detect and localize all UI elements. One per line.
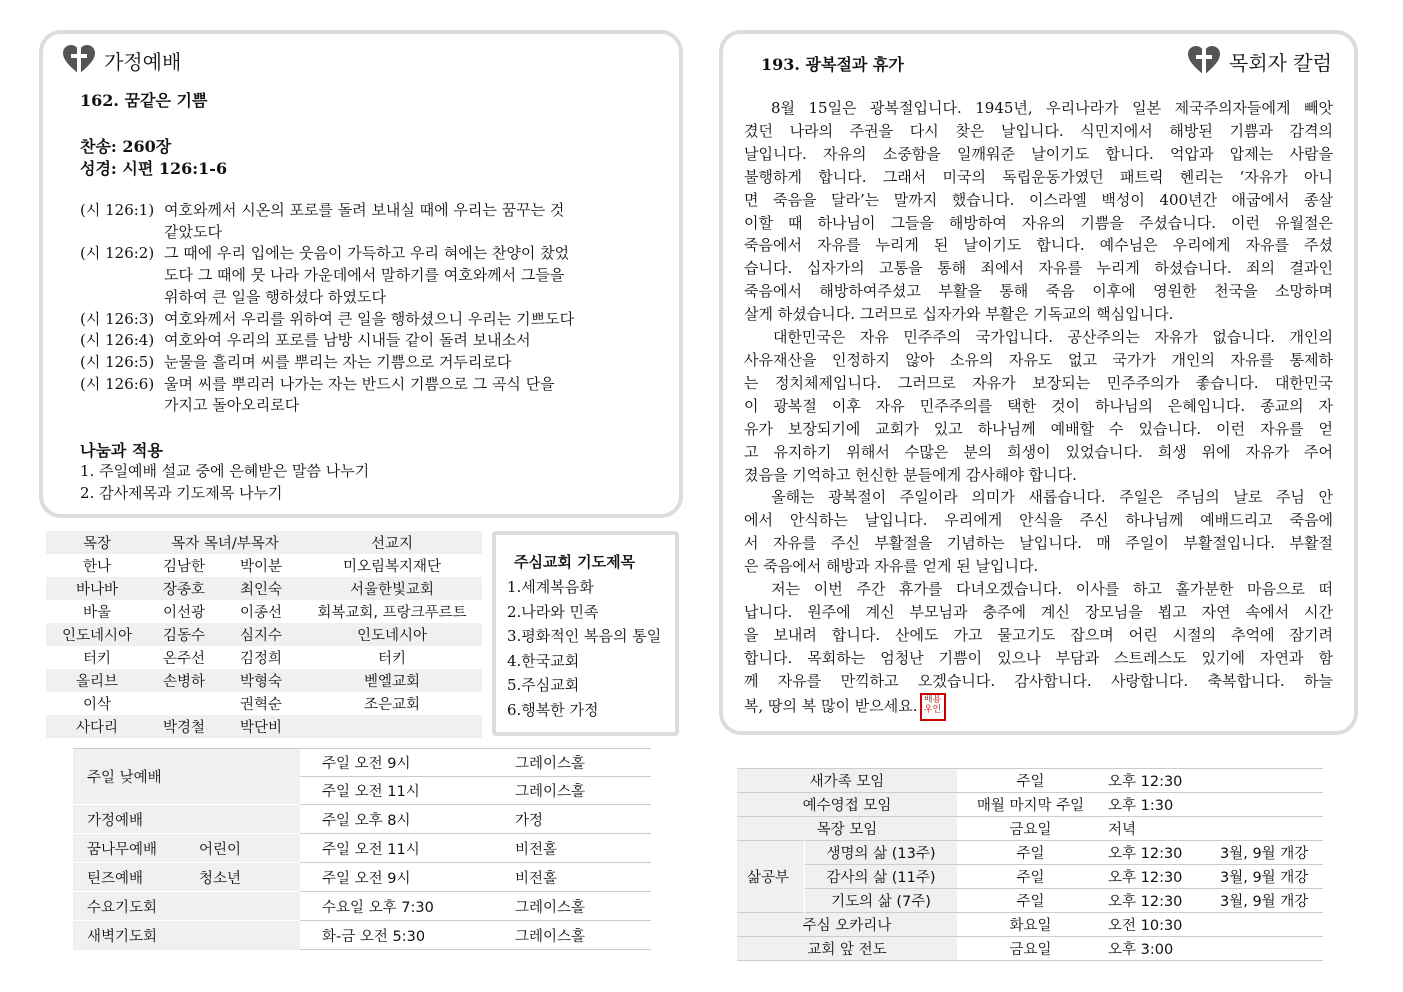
column-line: 습니다. 십자가의 고통을 통해 죄에서 자유를 누리게 하셨습니다. 죄의 결과인	[744, 259, 1333, 278]
sharing-title: 나눔과 적용	[80, 441, 163, 460]
groups-cell: 온주선	[162, 651, 206, 667]
meetings-table	[737, 768, 1323, 961]
groups-row	[46, 577, 482, 600]
column-line: 저는 이번 주간 휴가를 다녀오겠습니다. 이사를 하고 홀가분한 마음으로 떠	[744, 580, 1333, 599]
prayer-title: 주심교회 기도제목	[514, 553, 636, 571]
meeting-cell: 목장 모임	[737, 817, 957, 841]
verse-item: (시 126:4) 여호와여 우리의 포로를 남방 시내들 같이 돌려 보내소서	[80, 331, 531, 350]
groups-cell: 벧엘교회	[363, 674, 421, 690]
hymn-line: 찬송: 260장	[80, 137, 172, 156]
verse-item: (시 126:2) 그 때에 우리 입에는 웃음이 가득하고 우리 혀에는 찬양이 찼었 도다 그 때에 뭇 나라 가운데에서 말하기를 여호와께서 그들을 위하여 큰 일을 행하셨다 하였도다	[80, 244, 570, 306]
groups-row	[46, 554, 482, 577]
groups-header-cell: 선교지	[370, 536, 414, 552]
worship-time: 화-금 오전 5:30	[300, 921, 493, 950]
prayer-item: 3.평화적인 복음의 통일	[507, 627, 662, 645]
groups-row	[46, 600, 482, 623]
groups-cell: 박경철	[162, 720, 206, 736]
meeting-cell: 주심 오카리나	[737, 913, 957, 937]
groups-cell	[148, 692, 220, 715]
groups-cell: 권혁순	[239, 697, 283, 713]
meeting-cell: 오전 10:30	[1108, 918, 1183, 934]
worship-time: 주일 오후 8시	[300, 805, 493, 834]
groups-row	[46, 623, 482, 646]
groups-cell: 미오림복지재단	[342, 559, 442, 575]
column-line: 서 자유를 주신 부활절을 기념하는 날입니다. 매 주일이 부활절입니다. 부활절	[744, 534, 1333, 553]
meeting-row	[737, 793, 1323, 817]
meeting-cell: 오후 12:30	[1108, 846, 1183, 862]
meeting-cell: 매월 마지막 주일	[976, 798, 1085, 814]
column-line: 을 보내려 합니다. 산에도 가고 물고기도 잡으며 어린 시절의 추억에 잠기려	[744, 625, 1333, 644]
meeting-cell: 오후 12:30	[1108, 870, 1183, 886]
column-title: 193. 광복절과 휴가	[761, 55, 904, 74]
worship-name: 새벽기도회	[73, 921, 198, 950]
prayer-item: 4.한국교회	[507, 651, 580, 670]
groups-cell	[302, 715, 482, 738]
meeting-cell: 기도의 삶 (7주)	[805, 889, 958, 913]
groups-cell: 인도네시아	[356, 628, 428, 644]
verse-item: (시 126:3) 여호와께서 우리를 위하여 큰 일을 행하셨으니 우리는 기쁘도다	[80, 309, 575, 328]
heart-cross-icon	[1187, 45, 1221, 77]
column-line: 께 자유를 만끽하고 오겠습니다. 감사합니다. 사랑합니다. 축복합니다. 하늘	[744, 671, 1333, 690]
worship-time: 주일 오전 9시	[300, 749, 493, 777]
meeting-cell: 주일	[1016, 894, 1045, 910]
column-line: 죽음에서 자유를 누리게 된 날이기도 합니다. 예수님은 우리에게 자유를 주셨	[744, 236, 1333, 255]
groups-cell: 바나바	[75, 582, 119, 598]
verse-list	[80, 200, 660, 417]
worship-name: 꿈나무예배	[73, 834, 198, 863]
meeting-cell	[1219, 913, 1323, 937]
meeting-row	[737, 913, 1323, 937]
groups-cell: 서울한빛교회	[349, 582, 435, 598]
groups-row	[46, 715, 482, 738]
column-header	[1187, 45, 1332, 77]
worship-place: 그레이스홀	[493, 749, 651, 777]
meeting-cell: 새가족 모임	[737, 769, 957, 793]
column-line: 는 정치체제입니다. 그러므로 자유가 보장되는 민주주의가 좋습니다. 대한민국	[744, 373, 1333, 392]
meeting-cell: 금요일	[1009, 942, 1052, 958]
meeting-row	[737, 841, 1323, 865]
worship-place: 가정	[493, 805, 651, 834]
groups-row	[46, 646, 482, 669]
prayer-list	[507, 575, 661, 722]
worship-table	[73, 748, 651, 950]
worship-time: 주일 오전 9시	[300, 863, 493, 892]
worship-name: 틴즈예배	[73, 863, 198, 892]
meeting-cell: 저녁	[1108, 822, 1137, 838]
groups-header-cell: 목장	[82, 536, 111, 552]
meeting-row	[737, 769, 1323, 793]
meeting-row	[737, 937, 1323, 961]
groups-cell: 박형숙	[239, 674, 283, 690]
column-line: 고 유지하기 위해서 수많은 분의 희생이 있었습니다. 희생 위에 자유가 주어	[744, 442, 1333, 461]
groups-header-cell: 목자 목녀/부목자	[171, 536, 279, 552]
pastor-seal-stamp: 배용 우인	[920, 693, 946, 721]
groups-cell: 김남한	[162, 559, 206, 575]
groups-cell: 이선광	[162, 605, 206, 621]
column-line: 면 죽음을 달라’는 말까지 했습니다. 이스라엘 백성이 400년간 애굽에서 종살	[744, 190, 1333, 209]
groups-cell: 이삭	[82, 697, 111, 713]
worship-place: 그레이스홀	[493, 921, 651, 950]
prayer-item: 6.행복한 가정	[507, 700, 599, 719]
column-line: 불행하게 합니다. 그래서 미국의 독립운동가였던 패트릭 헨리는 ‘자유가 아니	[744, 167, 1333, 186]
column-line: 에서 안식하는 날입니다. 우리에게 안식을 주신 하나님께 예배드리고 죽음에	[744, 511, 1333, 530]
meeting-cell	[1219, 817, 1323, 841]
groups-cell: 박이분	[239, 559, 283, 575]
verse-item: (시 126:6) 울며 씨를 뿌리러 나가는 자는 반드시 기쁨으로 그 곡식 단을 가지고 돌아오리로다	[80, 374, 555, 415]
worship-time: 주일 오전 11시	[300, 777, 493, 805]
groups-cell: 조은교회	[363, 697, 421, 713]
meeting-cell: 3월, 9월 개강	[1220, 846, 1309, 862]
groups-cell: 심지수	[239, 628, 283, 644]
groups-row	[46, 669, 482, 692]
groups-cell: 올리브	[75, 674, 119, 690]
meeting-cell: 교회 앞 전도	[737, 937, 957, 961]
column-line: 살게 하셨습니다. 그러므로 십자가와 부활은 기독교의 핵심입니다.	[744, 305, 1174, 324]
groups-cell: 터키	[82, 651, 111, 667]
family-worship-label: 가정예배	[104, 49, 182, 74]
worship-sub	[198, 892, 300, 921]
family-worship-title: 162. 꿈같은 기쁨	[80, 91, 208, 110]
meeting-cell	[1219, 793, 1323, 817]
groups-cell: 김정희	[239, 651, 283, 667]
scripture-line: 성경: 시편 126:1-6	[80, 159, 228, 178]
meeting-cell: 오후 3:00	[1108, 942, 1174, 958]
column-header-label: 목회자 칼럼	[1229, 50, 1332, 75]
meeting-cell	[1219, 937, 1323, 961]
worship-time: 주일 오전 11시	[300, 834, 493, 863]
groups-cell: 한나	[82, 559, 111, 575]
prayer-item: 2.나라와 민족	[507, 602, 599, 621]
meeting-cell	[1219, 769, 1323, 793]
column-body	[744, 97, 1333, 721]
groups-cell: 김동수	[162, 628, 206, 644]
meeting-cell: 주일	[1016, 870, 1045, 886]
worship-name: 수요기도회	[73, 892, 198, 921]
worship-place: 비전홀	[493, 834, 651, 863]
groups-cell: 인도네시아	[61, 628, 133, 644]
prayer-item: 1.세계복음화	[507, 578, 594, 596]
column-line: 이 광복절 이후 자유 민주주의를 택한 것이 하나님의 은혜입니다. 종교의 자	[744, 396, 1333, 415]
meeting-cell: 주일	[1016, 846, 1045, 862]
prayer-item: 5.주심교회	[507, 676, 580, 694]
worship-sub: 청소년	[198, 863, 300, 892]
meeting-cell: 오후 1:30	[1108, 798, 1174, 814]
groups-cell: 터키	[377, 651, 406, 667]
meeting-cell: 주일	[1016, 774, 1045, 790]
column-line: 대한민국은 자유 민주주의 국가입니다. 공산주의는 자유가 없습니다. 개인의	[744, 328, 1333, 347]
groups-cell: 회복교회, 프랑크푸르트	[317, 605, 467, 621]
groups-cell: 박단비	[239, 720, 283, 736]
meeting-cell: 생명의 삶 (13주)	[805, 841, 958, 865]
worship-name: 가정예배	[73, 805, 198, 834]
column-line: 복, 땅의 복 많이 받으세요. 배용 우인	[744, 693, 1333, 721]
groups-cell: 사다리	[75, 720, 119, 736]
worship-place: 그레이스홀	[493, 892, 651, 921]
worship-sub	[198, 921, 300, 950]
meeting-row	[737, 865, 1323, 889]
meeting-cell: 3월, 9월 개강	[1220, 894, 1309, 910]
sharing-item: 1. 주일예배 설교 중에 은혜받은 말씀 나누기	[80, 462, 370, 480]
column-line: 8월 15일은 광복절입니다. 1945년, 우리나라가 일본 제국주의자들에게 빼앗	[744, 99, 1333, 117]
groups-cell: 장종호	[162, 582, 206, 598]
worship-name: 주일 낮예배	[73, 749, 198, 805]
meeting-row	[737, 889, 1323, 913]
groups-table	[46, 531, 482, 738]
column-line: 이할 때 하나님이 그들을 해방하여 자유의 기쁨을 주셨습니다. 이런 유월절은	[744, 213, 1333, 232]
groups-cell: 최인숙	[239, 582, 283, 598]
meeting-cell: 감사의 삶 (11주)	[805, 865, 958, 889]
worship-place: 그레이스홀	[493, 777, 651, 805]
column-line: 납니다. 원주에 계신 부모님과 충주에 계신 장모님을 뵙고 자연 속에서 시간	[744, 602, 1333, 621]
meeting-cell: 화요일	[1009, 918, 1052, 934]
column-line: 유가 보장되기에 교회가 있고 하나님께 예배할 수 있습니다. 이런 자유를 얻	[744, 419, 1333, 438]
groups-cell: 바울	[82, 605, 111, 621]
worship-sub	[198, 805, 300, 834]
sharing-item: 2. 감사제목과 기도제목 나누기	[80, 484, 283, 502]
meeting-cell: 금요일	[1009, 822, 1052, 838]
meeting-cell: 오후 12:30	[1108, 774, 1183, 790]
verse-item: (시 126:5) 눈물을 흘리며 씨를 뿌리는 자는 기쁨으로 거두리로다	[80, 352, 512, 371]
meeting-row	[737, 817, 1323, 841]
groups-row	[46, 692, 482, 715]
family-worship-header	[62, 44, 181, 76]
meeting-cell: 삶공부	[737, 841, 805, 913]
column-line: 날입니다. 자유의 소중함을 일깨워준 날이기도 합니다. 억압과 압제는 사람을	[744, 144, 1333, 163]
heart-cross-icon	[62, 44, 96, 76]
column-line: 사유재산을 인정하지 않아 소유의 자유도 없고 국가가 개인의 자유를 통제하	[744, 350, 1333, 369]
worship-sub: 어린이	[198, 834, 300, 863]
meeting-cell: 오후 12:30	[1108, 894, 1183, 910]
groups-cell: 이종선	[239, 605, 283, 621]
column-line: 합니다. 목회하는 엄청난 기쁨이 있으나 부담과 스트레스도 있기에 자연과 함	[744, 648, 1333, 667]
groups-cell: 손병하	[162, 674, 206, 690]
meeting-cell: 3월, 9월 개강	[1220, 870, 1309, 886]
column-line: 올해는 광복절이 주일이라 의미가 새롭습니다. 주일은 주님의 날로 주님 안	[744, 488, 1333, 507]
meeting-cell: 예수영접 모임	[737, 793, 957, 817]
column-line: 졌음을 기억하고 헌신한 분들에게 감사해야 합니다.	[744, 465, 1077, 484]
column-line: 죽음에서 해방하여주셨고 부활을 통해 죽음 이후에 영원한 천국을 소망하며	[744, 282, 1333, 301]
column-line: 은 죽음에서 해방과 자유를 얻게 된 날입니다.	[744, 557, 1039, 576]
worship-sub	[198, 749, 300, 805]
worship-time: 수요일 오후 7:30	[300, 892, 493, 921]
worship-place: 비전홀	[493, 863, 651, 892]
column-line: 겼던 나라의 주권을 다시 찾은 날입니다. 식민지에서 해방된 기쁨과 감격의	[744, 121, 1333, 140]
verse-item: (시 126:1) 여호와께서 시온의 포로를 돌려 보내실 때에 우리는 꿈꾸는 것 같았도다	[80, 201, 565, 241]
